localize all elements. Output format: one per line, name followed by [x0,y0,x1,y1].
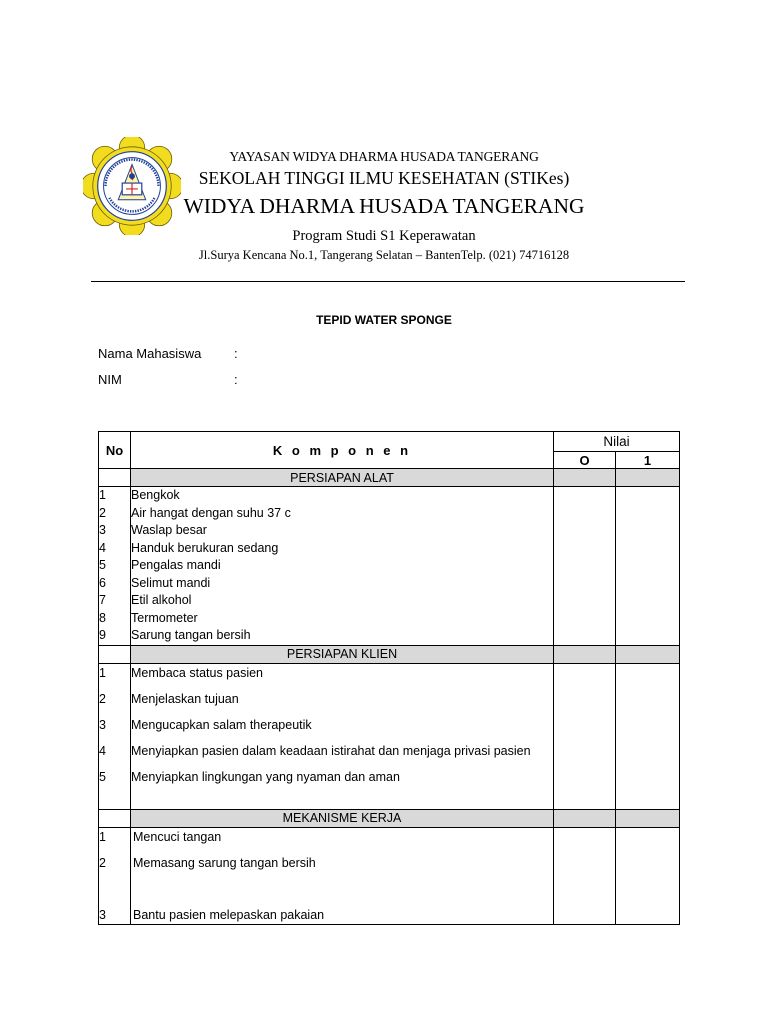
score-cell-1[interactable] [616,663,680,809]
score-cell-1[interactable] [616,487,680,646]
item-number: 8 [99,610,106,625]
school-type: SEKOLAH TINGGI ILMU KESEHATAN (STIKes) [198,168,570,188]
foundation-name: YAYASAN WIDYA DHARMA HUSADA TANGERANG [229,149,539,164]
item-list [131,663,554,809]
column-header-no: No [99,432,131,469]
item-text: Termometer [131,610,198,625]
score-cell-1[interactable] [616,827,680,924]
section-title: PERSIAPAN KLIEN [131,645,554,663]
document-title: TEPID WATER SPONGE [316,313,452,327]
school-name: WIDYA DHARMA HUSADA TANGERANG [183,194,585,218]
item-text: Etil alkohol [131,593,192,607]
item-number: 5 [99,558,106,572]
item-text: Menyiapkan lingkungan yang nyaman dan aman [131,769,400,784]
section-blank-cell [616,469,680,487]
item-text: Handuk berukuran sedang [131,540,279,555]
score-cell-0[interactable] [554,487,616,646]
item-number: 9 [99,628,106,642]
student-name-field [98,346,238,361]
section-blank-cell [99,809,131,827]
section-blank-cell [616,809,680,827]
item-number: 1 [99,829,106,844]
section-row-persiapan-alat [99,469,680,487]
checklist-table [98,431,680,925]
column-header-score-0: O [554,452,616,469]
item-number: 5 [99,769,106,784]
letterhead-divider [91,281,685,282]
item-number: 2 [99,855,106,870]
item-text: Mencuci tangan [133,829,222,844]
section-title: MEKANISME KERJA [131,809,554,827]
item-numbers [99,663,131,809]
item-text: Sarung tangan bersih [131,628,251,642]
item-number: 4 [99,540,106,555]
item-number: 1 [99,488,106,502]
student-id-label: NIM [98,372,122,387]
item-number: 2 [99,691,106,706]
section-body-persiapan-klien [99,663,680,809]
section-blank-cell [554,809,616,827]
section-body-mekanisme-kerja [99,827,680,924]
section-blank-cell [616,645,680,663]
section-blank-cell [554,645,616,663]
section-blank-cell [554,469,616,487]
item-numbers [99,827,131,924]
section-title: PERSIAPAN ALAT [131,469,554,487]
item-list [131,827,554,924]
item-text: Mengucapkan salam therapeutik [131,717,312,732]
student-id-colon: : [234,372,238,387]
item-text: Membaca status pasien [131,665,264,680]
item-text: Menjelaskan tujuan [131,691,239,706]
column-header-komponen: K o m p o n e n [131,432,554,469]
student-name-colon: : [234,346,238,361]
column-header-nilai: Nilai [554,432,680,452]
section-body-persiapan-alat [99,487,680,646]
score-cell-0[interactable] [554,663,616,809]
item-number: 4 [99,743,106,758]
school-address: Jl.Surya Kencana No.1, Tangerang Selatan – BantenTelp. (021) 74716128 [198,248,570,262]
item-text: Bengkok [131,488,180,502]
item-text: Memasang sarung tangan bersih [133,855,316,870]
student-name-label: Nama Mahasiswa [98,346,202,361]
section-row-mekanisme-kerja [99,809,680,827]
item-text: Menyiapkan pasien dalam keadaan istirahat dan menjaga privasi pasien [131,743,531,758]
item-text: Selimut mandi [131,575,211,590]
study-program: Program Studi S1 Keperawatan [292,228,476,244]
item-text: Air hangat dengan suhu 37 c [131,505,291,520]
stikes-wdh-seal-icon [83,137,181,235]
item-number: 6 [99,575,106,590]
item-text: Waslap besar [131,523,207,537]
item-number: 3 [99,907,106,922]
section-row-persiapan-klien [99,645,680,663]
item-numbers [99,487,131,646]
item-number: 1 [99,665,106,680]
item-text: Pengalas mandi [131,558,221,572]
item-number: 7 [99,593,106,607]
student-id-field [98,372,238,387]
score-cell-0[interactable] [554,827,616,924]
section-blank-cell [99,469,131,487]
item-number: 3 [99,523,106,537]
item-number: 2 [99,505,106,520]
column-header-score-1: 1 [616,452,680,469]
header-row [99,432,680,452]
section-blank-cell [99,645,131,663]
letterhead [170,148,598,264]
item-text: Bantu pasien melepaskan pakaian [133,907,325,922]
item-number: 3 [99,717,106,732]
item-list [131,487,554,646]
